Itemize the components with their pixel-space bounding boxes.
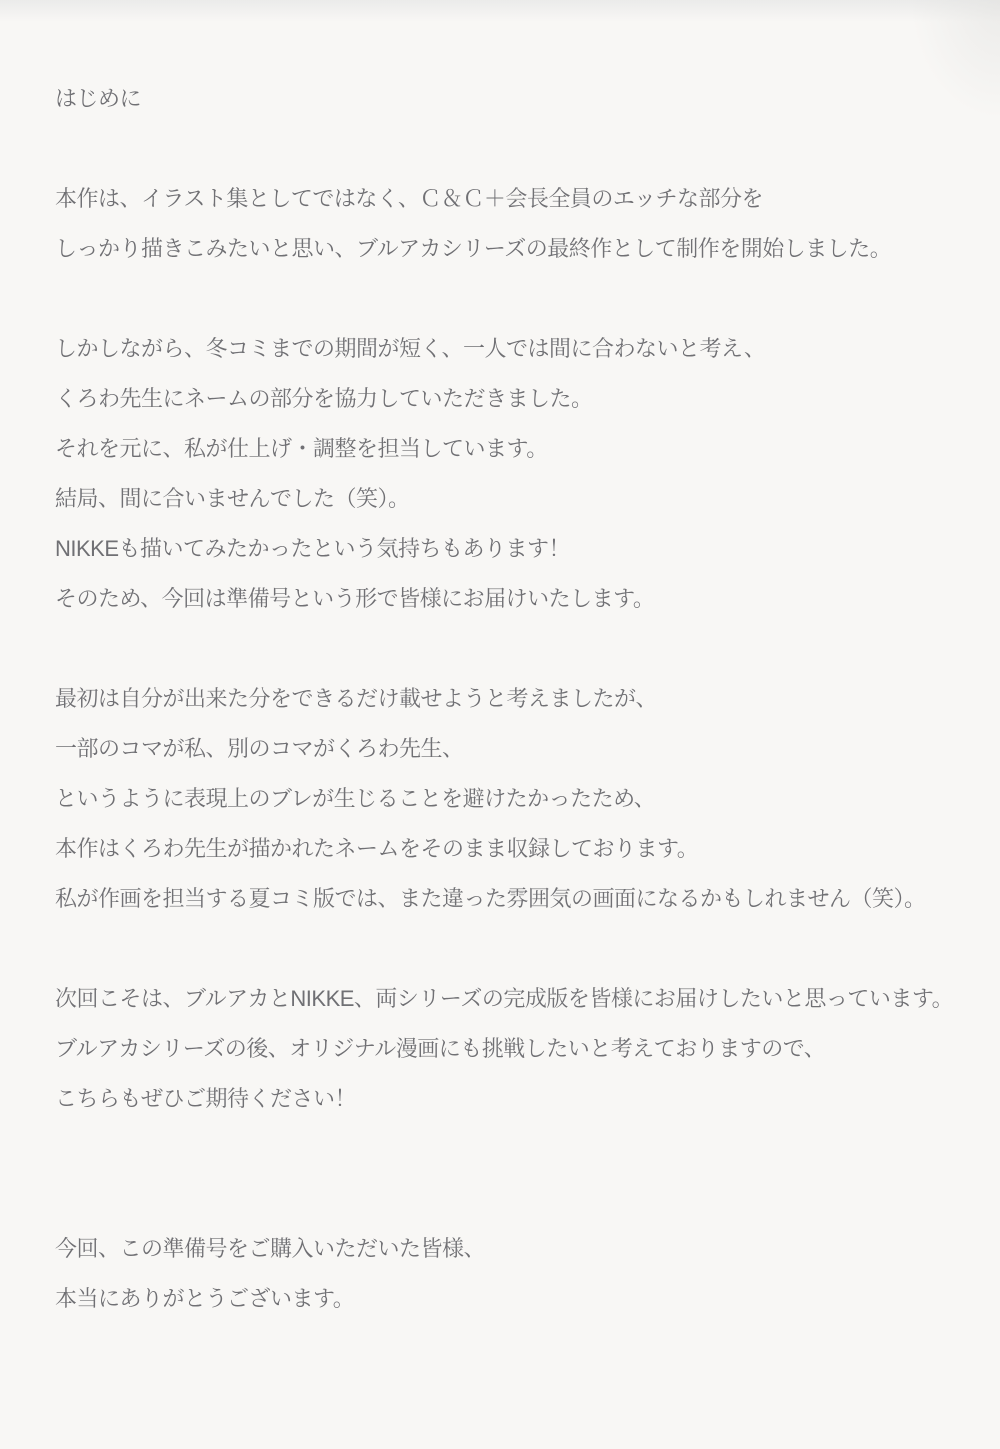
text-line: 一部のコマが私、別のコマがくろわ先生、 (55, 736, 464, 761)
paragraph-production-story (55, 324, 970, 624)
text-line: ブルアカシリーズの後、オリジナル漫画にも挑戦したいと考えておりますので、 (55, 1036, 826, 1061)
text-line: 本作は、イラスト集としてではなく、Ｃ＆Ｃ＋会長全員のエッチな部分を (55, 186, 763, 211)
text-line: しかしながら、冬コミまでの期間が短く、一人では間に合わないと考え、 (55, 336, 766, 361)
text-line: そのため、今回は準備号という形で皆様にお届けいたします。 (55, 586, 655, 611)
page-title: はじめに (55, 86, 142, 111)
text-line: 本作はくろわ先生が描かれたネームをそのまま収録しております。 (55, 836, 699, 861)
text-line: というように表現上のブレが生じることを避けたかったため、 (55, 786, 656, 811)
text-line: こちらもぜひご期待ください！ (55, 1086, 357, 1111)
text-line: 今回、この準備号をご購入いただいた皆様、 (55, 1236, 486, 1261)
text-line: 次回こそは、ブルアカとNIKKE、両シリーズの完成版を皆様にお届けしたいと思っています。 (55, 986, 954, 1011)
paragraph-intro (55, 174, 970, 274)
text-line: 私が作画を担当する夏コミ版では、また違った雰囲気の画面になるかもしれません（笑）。 (55, 886, 926, 911)
paragraph-editorial-decision (55, 674, 970, 924)
text-line: しっかり描きこみたいと思い、ブルアカシリーズの最終作として制作を開始しました。 (55, 236, 892, 261)
text-line: それを元に、私が仕上げ・調整を担当しています。 (55, 436, 548, 461)
text-line: 結局、間に合いませんでした（笑）。 (55, 486, 410, 511)
text-line: 最初は自分が出来た分をできるだけ載せようと考えましたが、 (55, 686, 658, 711)
text-line: くろわ先生にネームの部分を協力していただきました。 (55, 386, 593, 411)
text-line: NIKKEも描いてみたかったという気持ちもあります！ (55, 536, 571, 561)
paragraph-future-plans (55, 974, 970, 1124)
paragraph-thanks (55, 1224, 970, 1324)
text-line: 本当にありがとうございます。 (55, 1286, 355, 1311)
